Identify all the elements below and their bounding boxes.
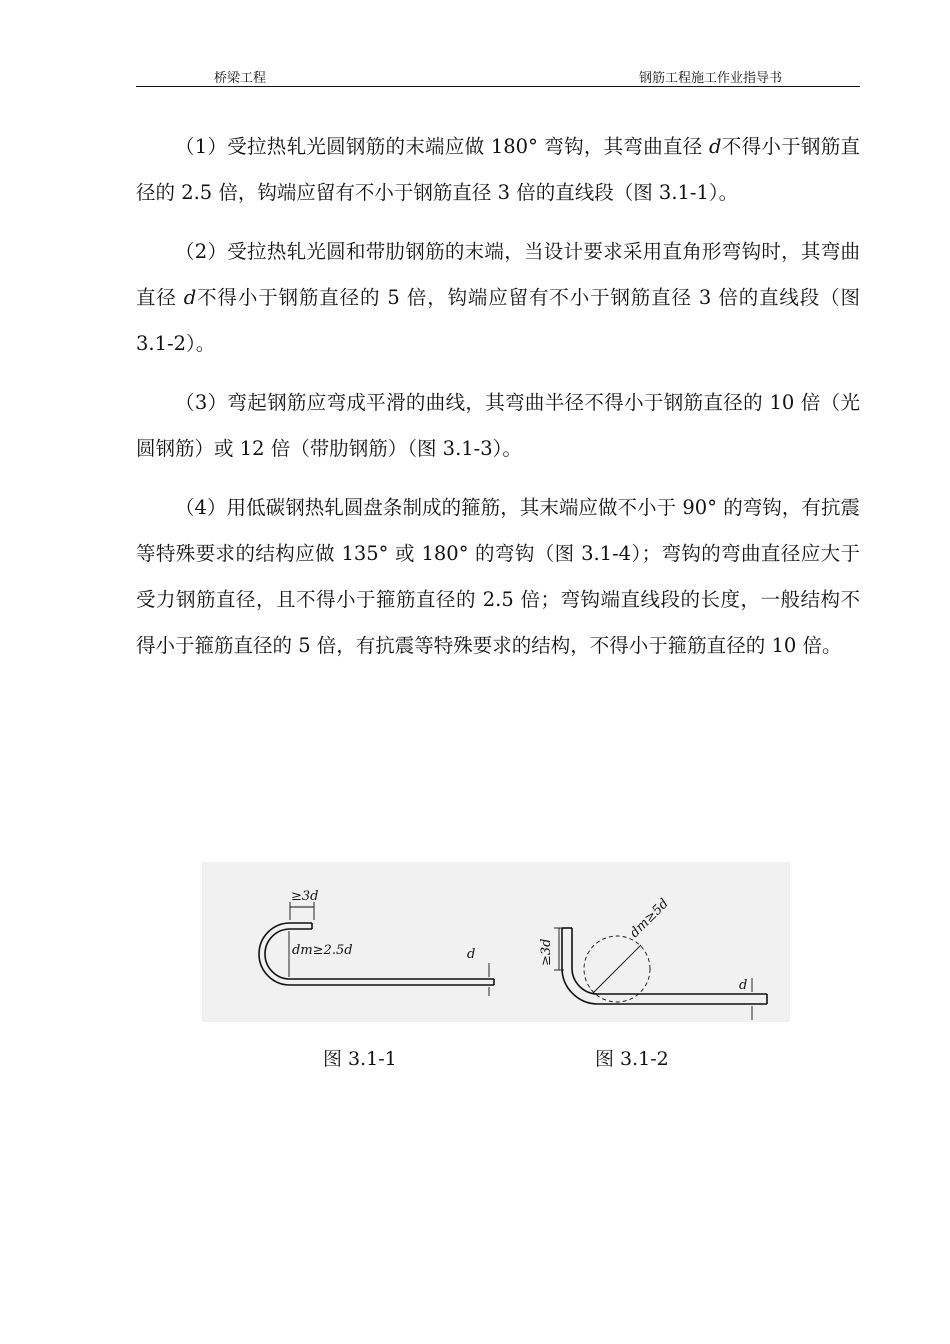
variable-d: d (183, 286, 197, 309)
body-text (136, 124, 860, 682)
figure-caption-2: 图 3.1-2 (595, 1048, 669, 1070)
fig1-d-label: d (467, 947, 476, 962)
header-right-title: 钢筋工程施工作业指导书 (638, 71, 782, 86)
paragraph-1-text: （1）受拉热轧光圆钢筋的末端应做 180° 弯钩，其弯曲直径 (175, 135, 710, 158)
fig1-diameter-label: dm≥2.5d (292, 943, 353, 958)
paragraph-1 (136, 124, 860, 216)
paragraph-4 (136, 485, 860, 669)
figure-caption-1: 图 3.1-1 (323, 1048, 397, 1070)
header-left-title: 桥梁工程 (214, 71, 267, 86)
hook-90-diagram (554, 928, 767, 1020)
paragraph-2-text: （2）受拉热轧光圆和带肋钢筋的末端，当设计要求采用直角形弯钩时，其弯曲直径 (136, 240, 860, 309)
paragraph-2 (136, 229, 860, 367)
fig1-length-label: ≥3d (291, 889, 319, 904)
paragraph-3-text: （3）弯起钢筋应弯成平滑的曲线，其弯曲半径不得小于钢筋直径的 10 倍（光圆钢筋）或 12 倍（带肋钢筋）（图 3.1-3）。 (136, 391, 860, 460)
page-header (136, 66, 860, 87)
figure-area (202, 862, 790, 1022)
hook-diagrams (202, 862, 790, 1022)
fig2-d-label: d (739, 978, 748, 993)
fig2-diameter-label: dm≥5d (627, 896, 672, 941)
paragraph-2-text-cont: 不得小于钢筋直径的 5 倍，钩端应留有不小于钢筋直径 3 倍的直线段（图 3.1-2）。 (136, 286, 861, 355)
variable-d: d (709, 135, 722, 158)
paragraph-3 (136, 380, 860, 472)
paragraph-1-text-cont: 不得小于钢筋直径的 2.5 倍，钩端应留有不小于钢筋直径 3 倍的直线段（图 3.1-1）。 (136, 135, 860, 204)
paragraph-4-text: （4）用低碳钢热轧圆盘条制成的箍筋，其末端应做不小于 90° 的弯钩，有抗震等特殊要求的结构应做 135° 或 180° 的弯钩（图 3.1-4）；弯钩的弯曲直径应大于受力钢筋直径，且不得小于箍筋直径的 2.5 倍；弯钩端直线段的长度，一般结构不得小于箍筋直径的 5 倍，有抗震等特殊要求的结构，不得小于箍筋直径的 10 倍。 (136, 496, 860, 657)
fig2-length-label: ≥3d (539, 938, 554, 966)
